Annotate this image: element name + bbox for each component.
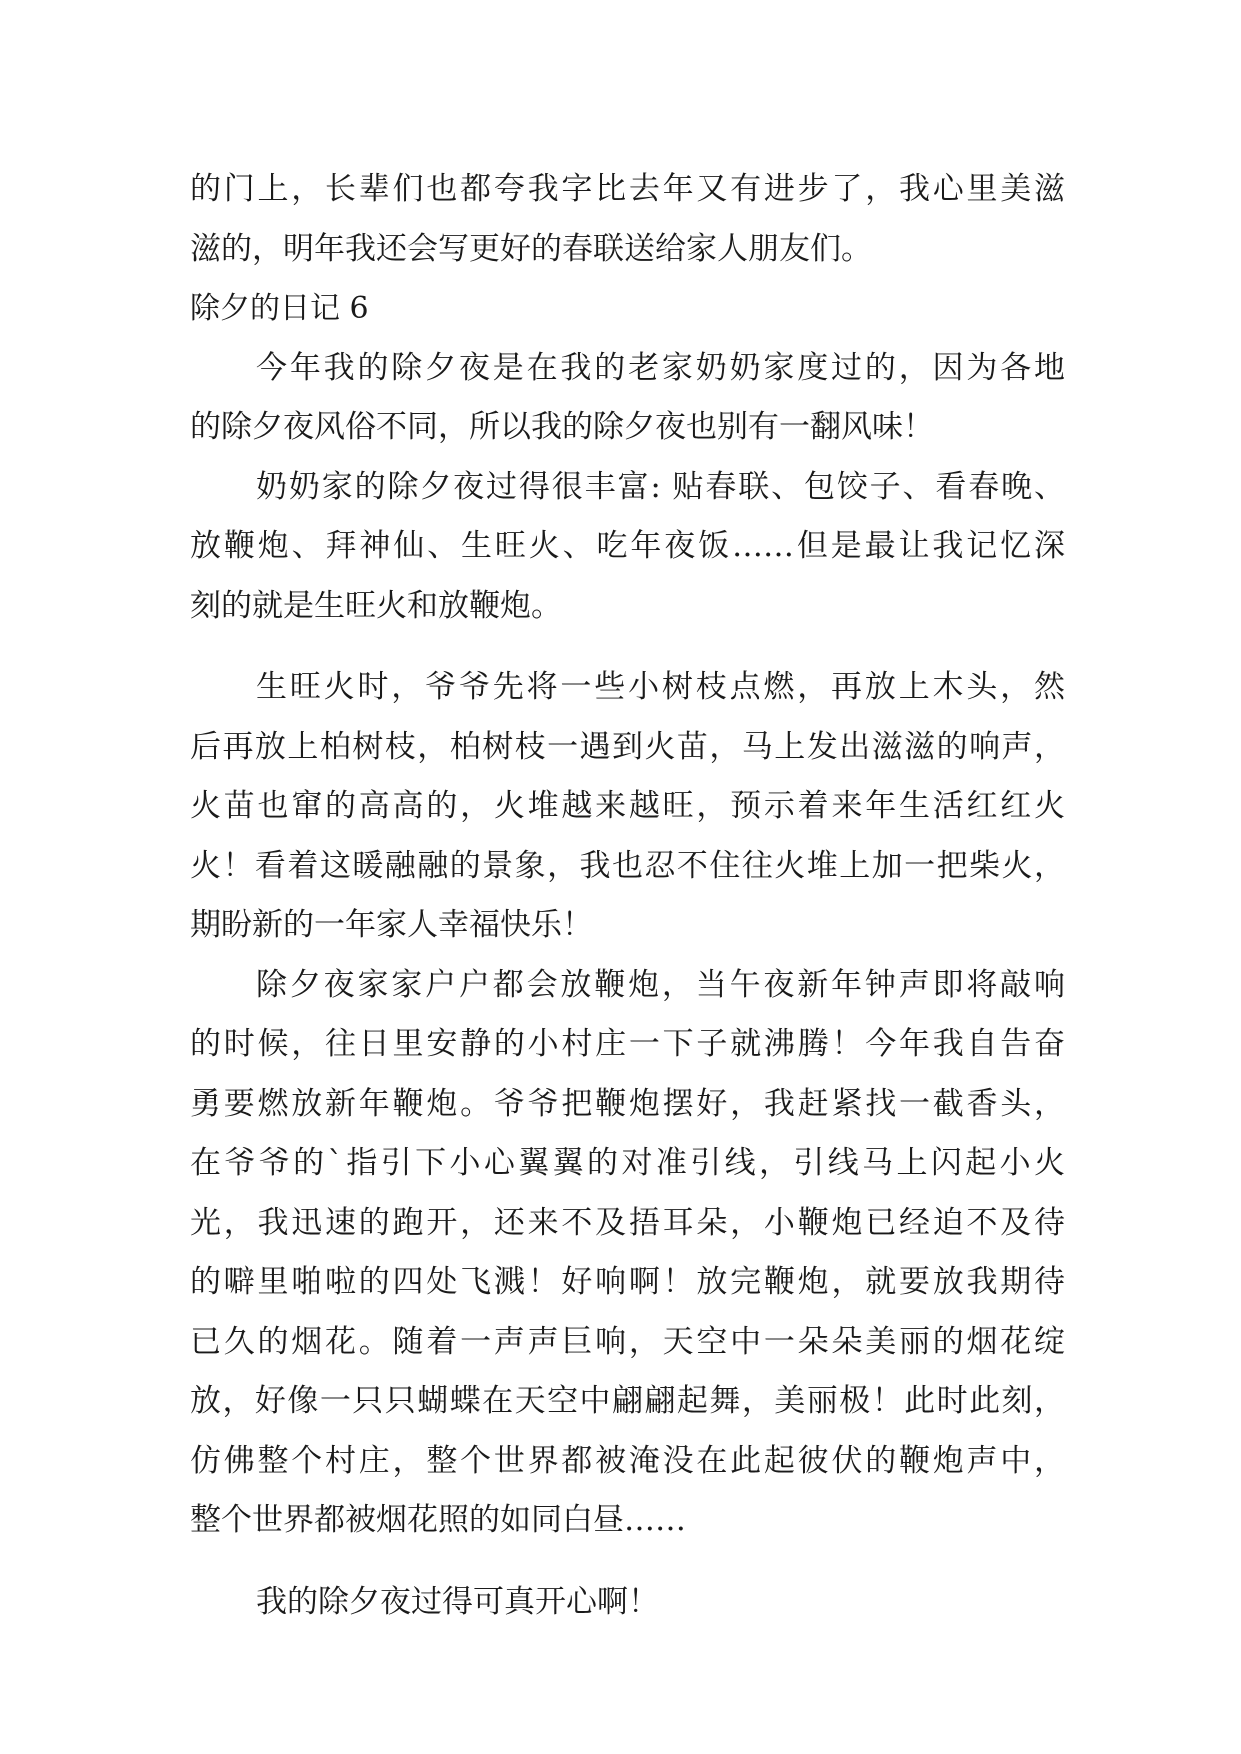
- text-line: 生旺火时，爷爷先将一些小树枝点燃，再放上木头，然: [256, 669, 1065, 705]
- paragraph-3: [190, 658, 1065, 956]
- text-line: 奶奶家的除夕夜过得很丰富: 贴春联、包饺子、看春晚、: [256, 468, 1065, 505]
- text-line: 的时候，往日里安静的小村庄一下子就沸腾！今年我自告奋: [190, 1026, 1065, 1062]
- paragraph-4: [190, 956, 1065, 1551]
- text-line: 已久的烟花。随着一声声巨响，天空中一朵朵美丽的烟花绽: [190, 1323, 1065, 1360]
- text-line: 的门上，长辈们也都夸我字比去年又有进步了，我心里美滋: [190, 171, 1065, 207]
- text-line: 火！看着这暖融融的景象，我也忍不住往火堆上加一把柴火，: [190, 847, 1065, 884]
- section-heading: 除夕的日记 6: [190, 291, 369, 326]
- text-line: 仿佛整个村庄，整个世界都被淹没在此起彼伏的鞭炮声中，: [190, 1442, 1065, 1479]
- paragraph-2: [190, 458, 1065, 637]
- text-line: 后再放上柏树枝，柏树枝一遇到火苗，马上发出滋滋的响声，: [190, 728, 1065, 765]
- paragraph-gap: [190, 1551, 1065, 1573]
- text-line: 整个世界都被烟花照的如同白昼……: [190, 1502, 686, 1538]
- text-line: 放鞭炮、拜神仙、生旺火、吃年夜饭……但是最让我记忆深: [190, 528, 1065, 564]
- intro-paragraph: [190, 160, 1065, 279]
- paragraph-gap: [190, 636, 1065, 658]
- text-line: 火苗也窜的高高的，火堆越来越旺，预示着来年生活红红火: [190, 788, 1065, 824]
- text-line: 在爷爷的`指引下小心翼翼的对准引线，引线马上闪起小火: [190, 1145, 1065, 1181]
- text-line: 放，好像一只只蝴蝶在天空中翩翩起舞，美丽极！此时此刻，: [190, 1383, 1065, 1419]
- text-line: 滋的，明年我还会写更好的春联送给家人朋友们。: [190, 230, 872, 267]
- text-line: 的噼里啪啦的四处飞溅！好响啊！放完鞭炮，就要放我期待: [190, 1264, 1065, 1300]
- paragraph-5: [190, 1573, 1065, 1633]
- text-line: 除夕夜家家户户都会放鞭炮，当午夜新年钟声即将敲响: [256, 966, 1065, 1003]
- text-line: 今年我的除夕夜是在我的老家奶奶家度过的，因为各地: [256, 349, 1065, 386]
- text-line: 刻的就是生旺火和放鞭炮。: [190, 587, 562, 624]
- text-line: 的除夕夜风俗不同，所以我的除夕夜也别有一翻风味！: [190, 409, 934, 445]
- document-page: [190, 160, 1065, 1632]
- text-line: 期盼新的一年家人幸福快乐！: [190, 907, 593, 943]
- paragraph-1: [190, 339, 1065, 458]
- text-line: 光，我迅速的跑开，还来不及捂耳朵，小鞭炮已经迫不及待: [190, 1204, 1065, 1241]
- text-line: 勇要燃放新年鞭炮。爷爷把鞭炮摆好，我赶紧找一截香头，: [190, 1085, 1065, 1122]
- text-line: 我的除夕夜过得可真开心啊！: [256, 1583, 659, 1620]
